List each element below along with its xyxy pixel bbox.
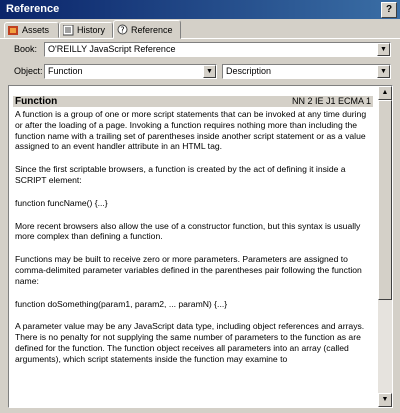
reference-icon bbox=[117, 24, 128, 35]
chevron-down-icon[interactable]: ▼ bbox=[377, 65, 390, 78]
entry-paragraph: A parameter value may be any JavaScript data type, including object references and arrays. There is no penalty for not supplying the same number of parameters to the function as are defined for the function. The function object receives all parameters into an array (called arguments), which script statements inside the function may examine to bbox=[15, 321, 365, 364]
tab-divider bbox=[0, 38, 400, 39]
entry-paragraph: Since the first scriptable browsers, a function is created by the act of defining it inside a SCRIPT element: bbox=[15, 164, 346, 185]
object-row bbox=[0, 62, 400, 82]
book-value: O'REILLY JavaScript Reference bbox=[48, 44, 176, 54]
tab-assets[interactable] bbox=[4, 22, 59, 38]
title-bar bbox=[0, 0, 400, 19]
object-label: Object: bbox=[14, 66, 43, 76]
tab-bar bbox=[0, 19, 400, 39]
scroll-up-icon[interactable]: ▲ bbox=[378, 86, 392, 100]
entry-paragraph: More recent browsers also allow the use of a constructor function, but this syntax is usually more complex than defining a function. bbox=[15, 220, 361, 242]
book-label: Book: bbox=[14, 44, 38, 54]
tab-history-label: History bbox=[77, 25, 106, 35]
entry-paragraph: A function is a group of one or more script statements that can be invoked at any time during or after the loading of a page. Invoking a function requires nothing more than including the function name with a trailing set of parentheses inside another script statement or as a value assigned to an event handler attribute in an HTML tag. bbox=[15, 109, 367, 152]
tab-assets-label: Assets bbox=[22, 25, 50, 35]
scroll-down-icon[interactable]: ▼ bbox=[378, 393, 392, 407]
chevron-down-icon[interactable]: ▼ bbox=[203, 65, 216, 78]
history-icon bbox=[63, 25, 74, 36]
object-select[interactable] bbox=[44, 64, 217, 79]
entry-body bbox=[15, 109, 375, 377]
entry-compat: NN 2 IE J1 ECMA 1 bbox=[291, 96, 371, 106]
chevron-down-icon[interactable]: ▼ bbox=[377, 43, 390, 56]
tab-reference-label: Reference bbox=[131, 24, 173, 35]
assets-icon bbox=[8, 25, 19, 36]
vertical-scrollbar[interactable] bbox=[378, 86, 392, 407]
entry-paragraph: Functions may be built to receive zero or more parameters. Parameters are assigned to comma-delimited parameter variables defined in the parentheses pair following the function name: bbox=[15, 254, 362, 286]
object-value: Function bbox=[48, 66, 83, 76]
help-icon[interactable]: ? bbox=[381, 2, 397, 18]
tab-history[interactable] bbox=[59, 22, 113, 38]
tab-reference[interactable] bbox=[113, 20, 181, 39]
svg-text:?: ? bbox=[120, 25, 125, 35]
book-select[interactable] bbox=[44, 42, 391, 57]
reference-content[interactable] bbox=[8, 85, 393, 408]
entry-heading bbox=[13, 96, 373, 107]
description-value: Description bbox=[226, 66, 272, 76]
entry-name: Function bbox=[15, 96, 58, 107]
description-select[interactable] bbox=[222, 64, 391, 79]
book-row bbox=[0, 40, 400, 60]
scroll-thumb[interactable] bbox=[378, 100, 392, 300]
entry-code: function funcName() {...} bbox=[15, 197, 108, 208]
entry-code: function doSomething(param1, param2, ... paramN) {...} bbox=[15, 298, 228, 309]
window-title: Reference bbox=[6, 3, 60, 15]
